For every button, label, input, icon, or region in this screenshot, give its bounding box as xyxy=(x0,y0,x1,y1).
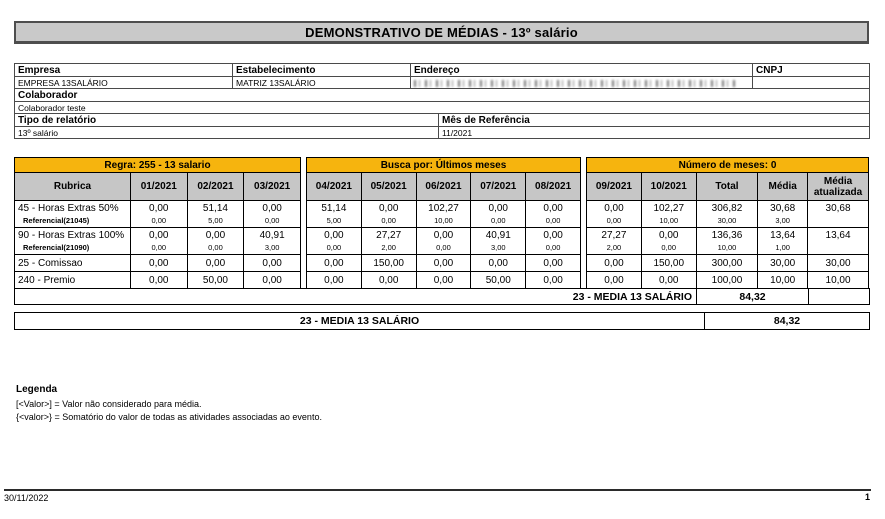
value-cell xyxy=(526,201,581,228)
value-cell xyxy=(187,255,244,272)
value-cell xyxy=(416,272,471,289)
value-cell xyxy=(130,272,187,289)
cell-subvalue: 2,00 xyxy=(606,243,622,252)
value-cell xyxy=(306,201,361,228)
cell-value: 0,00 xyxy=(659,274,679,286)
cell-value: 0,00 xyxy=(488,257,508,269)
cell-subvalue: 0,00 xyxy=(661,243,677,252)
cell-value: 40,91 xyxy=(485,230,511,241)
table-row xyxy=(15,201,301,228)
cell-value: 0,00 xyxy=(543,257,563,269)
header-info-section xyxy=(14,64,869,139)
value-cell xyxy=(641,272,696,289)
value-cell xyxy=(587,201,642,228)
rubrica-group-table xyxy=(306,157,581,289)
value-cell xyxy=(361,228,416,255)
value-cell xyxy=(471,255,526,272)
estabelecimento-label: Estabelecimento xyxy=(233,64,411,77)
colaborador-label: Colaborador xyxy=(15,89,870,102)
table-row xyxy=(15,89,870,102)
cell-value: 10,00 xyxy=(825,274,851,286)
column-header: 08/2021 xyxy=(526,173,581,201)
cell-value: 0,00 xyxy=(378,274,399,286)
mes-referencia-value: 11/2021 xyxy=(439,127,870,139)
table-row xyxy=(306,228,580,255)
cell-value: 0,00 xyxy=(149,257,169,269)
value-cell xyxy=(130,255,187,272)
colaborador-value: Colaborador teste xyxy=(15,102,870,114)
cell-value: 0,00 xyxy=(149,230,169,241)
cell-value: 0,00 xyxy=(543,274,563,286)
table-row xyxy=(15,77,870,89)
footer-date: 30/11/2022 xyxy=(4,493,49,503)
medias-table-section xyxy=(14,157,869,305)
table-row xyxy=(587,228,869,255)
value-cell xyxy=(187,272,244,289)
cell-value: 30,68 xyxy=(770,203,796,214)
rubrica-cell xyxy=(15,255,131,272)
cell-value: 102,27 xyxy=(428,203,459,214)
value-cell xyxy=(244,255,301,272)
mes-referencia-label: Mês de Referência xyxy=(439,114,870,127)
cell-value: 306,82 xyxy=(711,203,743,214)
cell-subvalue: 3,00 xyxy=(490,243,506,252)
summary-section xyxy=(14,312,869,330)
value-cell xyxy=(361,201,416,228)
table-row xyxy=(587,272,869,289)
rubrica-referencial: Referencial(21045) xyxy=(23,216,90,225)
summary-label: 23 - MEDIA 13 SALÁRIO xyxy=(15,313,705,330)
value-cell xyxy=(758,272,808,289)
value-cell xyxy=(306,272,361,289)
value-cell xyxy=(696,272,758,289)
rubrica-label: 45 - Horas Extras 50% xyxy=(18,203,119,214)
estabelecimento-value: MATRIZ 13SALÁRIO xyxy=(233,77,411,89)
table-row xyxy=(15,228,301,255)
cell-value: 13,64 xyxy=(770,230,796,241)
media-total-label: 23 - MEDIA 13 SALÁRIO xyxy=(15,289,697,305)
rubrica-group-table xyxy=(586,157,869,289)
column-header: Média xyxy=(758,173,808,201)
value-cell xyxy=(187,201,244,228)
table-row xyxy=(306,255,580,272)
legend-title: Legenda xyxy=(16,384,58,395)
column-header: Média atualizada xyxy=(808,173,869,201)
empresa-label: Empresa xyxy=(15,64,233,77)
cell-value: 27,27 xyxy=(601,230,627,241)
value-cell xyxy=(526,228,581,255)
value-cell xyxy=(587,272,642,289)
cell-value: 102,27 xyxy=(653,203,685,214)
value-cell xyxy=(416,228,471,255)
cell-value: 136,36 xyxy=(711,230,743,241)
cell-value: 0,00 xyxy=(324,230,344,241)
table-row xyxy=(15,64,870,77)
value-cell xyxy=(587,255,642,272)
report-title-bar xyxy=(14,21,869,44)
endereco-label: Endereço xyxy=(411,64,753,77)
rubrica-cell xyxy=(15,272,131,289)
cell-value: 0,00 xyxy=(488,203,508,214)
rubrica-label: 90 - Horas Extras 100% xyxy=(18,230,125,241)
cell-value: 30,68 xyxy=(825,203,851,214)
cell-subvalue: 3,00 xyxy=(264,243,280,252)
cell-subvalue: 0,00 xyxy=(151,243,167,252)
cell-value: 150,00 xyxy=(653,257,685,269)
value-cell xyxy=(641,228,696,255)
cell-value: 0,00 xyxy=(543,203,563,214)
cell-value: 0,00 xyxy=(543,230,563,241)
cell-value: 0,00 xyxy=(604,203,624,214)
media-total-row xyxy=(14,288,870,305)
cell-value: 30,00 xyxy=(770,257,796,269)
table-row xyxy=(587,201,869,228)
cell-subvalue: 0,00 xyxy=(436,243,451,252)
column-header: Total xyxy=(696,173,758,201)
value-cell xyxy=(808,272,869,289)
value-cell xyxy=(808,228,869,255)
cell-value: 300,00 xyxy=(711,257,743,269)
cell-value: 100,00 xyxy=(711,274,743,286)
cell-value: 51,14 xyxy=(321,203,347,214)
group-band: Número de meses: 0 xyxy=(587,158,869,173)
cell-value: 40,91 xyxy=(259,230,285,241)
rubrica-label: 240 - Premio xyxy=(18,274,76,286)
column-header: Rubrica xyxy=(15,173,131,201)
cell-subvalue: 0,00 xyxy=(326,243,342,252)
column-header: 03/2021 xyxy=(244,173,301,201)
value-cell xyxy=(758,228,808,255)
footer-page-number: 1 xyxy=(864,492,870,502)
main-table-groups xyxy=(14,157,869,289)
cell-subvalue: 3,00 xyxy=(775,216,790,225)
column-header: 02/2021 xyxy=(187,173,244,201)
value-cell xyxy=(416,201,471,228)
cell-value: 0,00 xyxy=(604,257,624,269)
cell-value: 0,00 xyxy=(205,257,226,269)
cell-subvalue: 5,00 xyxy=(326,216,342,225)
value-cell xyxy=(244,228,301,255)
value-cell xyxy=(306,228,361,255)
cell-value: 27,27 xyxy=(376,230,402,241)
info-table-colaborador xyxy=(14,88,870,114)
value-cell xyxy=(306,255,361,272)
value-cell xyxy=(758,255,808,272)
cell-subvalue: 10,00 xyxy=(717,243,737,252)
cell-subvalue: 2,00 xyxy=(381,243,396,252)
rubrica-label: 25 - Comissao xyxy=(18,257,83,269)
cell-subvalue: 10,00 xyxy=(434,216,453,225)
value-cell xyxy=(361,255,416,272)
table-row xyxy=(306,201,580,228)
tipo-relatorio-value: 13º salário xyxy=(15,127,439,139)
cell-value: 0,00 xyxy=(433,274,454,286)
cell-subvalue: 0,00 xyxy=(490,216,506,225)
group-band: Regra: 255 - 13 salario xyxy=(15,158,301,173)
cell-value: 0,00 xyxy=(324,257,344,269)
cell-subvalue: 0,00 xyxy=(264,216,280,225)
table-row xyxy=(15,127,870,139)
rubrica-cell xyxy=(15,201,131,228)
column-header: 05/2021 xyxy=(361,173,416,201)
legend-section xyxy=(16,384,322,424)
cell-subvalue: 10,00 xyxy=(659,216,679,225)
cell-subvalue: 0,00 xyxy=(208,243,223,252)
cell-value: 51,14 xyxy=(202,203,228,214)
value-cell xyxy=(696,255,758,272)
redaction-blur xyxy=(414,80,736,87)
cnpj-value xyxy=(753,77,870,89)
value-cell xyxy=(361,272,416,289)
cell-value: 0,00 xyxy=(324,274,344,286)
table-row xyxy=(306,272,580,289)
table-row xyxy=(15,255,301,272)
cell-value: 0,00 xyxy=(659,230,679,241)
value-cell xyxy=(808,201,869,228)
cell-subvalue: 0,00 xyxy=(545,216,561,225)
value-cell xyxy=(244,272,301,289)
value-cell xyxy=(526,255,581,272)
table-row xyxy=(15,114,870,127)
column-header: 10/2021 xyxy=(641,173,696,201)
value-cell xyxy=(130,228,187,255)
column-header: 09/2021 xyxy=(587,173,642,201)
cell-subvalue: 1,00 xyxy=(775,243,790,252)
value-cell xyxy=(471,228,526,255)
value-cell xyxy=(187,228,244,255)
cnpj-label: CNPJ xyxy=(753,64,870,77)
group-band: Busca por: Últimos meses xyxy=(306,158,580,173)
legend-line: {<valor>} = Somatório do valor de todas as atividades associadas ao evento. xyxy=(16,412,322,422)
empresa-value: EMPRESA 13SALÁRIO xyxy=(15,77,233,89)
column-header: 06/2021 xyxy=(416,173,471,201)
cell-value: 0,00 xyxy=(378,203,399,214)
info-table-company xyxy=(14,63,870,89)
rubrica-cell xyxy=(15,228,131,255)
cell-value: 0,00 xyxy=(433,257,454,269)
value-cell xyxy=(641,255,696,272)
column-header: 04/2021 xyxy=(306,173,361,201)
value-cell xyxy=(471,201,526,228)
value-cell xyxy=(587,228,642,255)
cell-subvalue: 0,00 xyxy=(545,243,561,252)
media-total-value: 84,32 xyxy=(697,289,809,305)
value-cell xyxy=(808,255,869,272)
info-table-tipo xyxy=(14,113,870,139)
report-title: DEMONSTRATIVO DE MÉDIAS - 13º salário xyxy=(305,24,578,40)
table-row xyxy=(587,255,869,272)
value-cell xyxy=(471,272,526,289)
rubrica-group-table xyxy=(14,157,301,289)
value-cell xyxy=(758,201,808,228)
table-row xyxy=(15,313,870,330)
value-cell xyxy=(244,201,301,228)
cell-subvalue: 0,00 xyxy=(151,216,167,225)
cell-subvalue: 0,00 xyxy=(606,216,622,225)
value-cell xyxy=(130,201,187,228)
table-row xyxy=(15,102,870,114)
column-header: 07/2021 xyxy=(471,173,526,201)
cell-value: 30,00 xyxy=(825,257,851,269)
cell-subvalue: 30,00 xyxy=(717,216,737,225)
cell-value: 0,00 xyxy=(262,203,282,214)
table-row xyxy=(15,289,870,305)
endereco-value-redacted xyxy=(411,77,753,89)
rubrica-referencial: Referencial(21090) xyxy=(23,243,90,252)
cell-value: 13,64 xyxy=(825,230,851,241)
cell-value: 0,00 xyxy=(149,274,169,286)
cell-value: 50,00 xyxy=(485,274,511,286)
cell-subvalue: 5,00 xyxy=(208,216,223,225)
value-cell xyxy=(641,201,696,228)
summary-table xyxy=(14,312,870,330)
column-header: 01/2021 xyxy=(130,173,187,201)
cell-value: 0,00 xyxy=(205,230,226,241)
cell-value: 0,00 xyxy=(262,257,282,269)
cell-value: 10,00 xyxy=(770,274,796,286)
cell-value: 0,00 xyxy=(262,274,282,286)
summary-value: 84,32 xyxy=(705,313,870,330)
value-cell xyxy=(696,201,758,228)
media-total-empty-cell xyxy=(809,289,870,305)
table-row xyxy=(15,272,301,289)
cell-value: 0,00 xyxy=(149,203,169,214)
legend-line: [<Valor>] = Valor não considerado para média. xyxy=(16,399,202,409)
tipo-relatorio-label: Tipo de relatório xyxy=(15,114,439,127)
value-cell xyxy=(416,255,471,272)
cell-value: 150,00 xyxy=(373,257,404,269)
cell-subvalue: 0,00 xyxy=(381,216,396,225)
cell-value: 0,00 xyxy=(433,230,454,241)
cell-value: 0,00 xyxy=(604,274,624,286)
value-cell xyxy=(526,272,581,289)
value-cell xyxy=(696,228,758,255)
cell-value: 50,00 xyxy=(202,274,228,286)
footer-divider xyxy=(4,489,871,491)
